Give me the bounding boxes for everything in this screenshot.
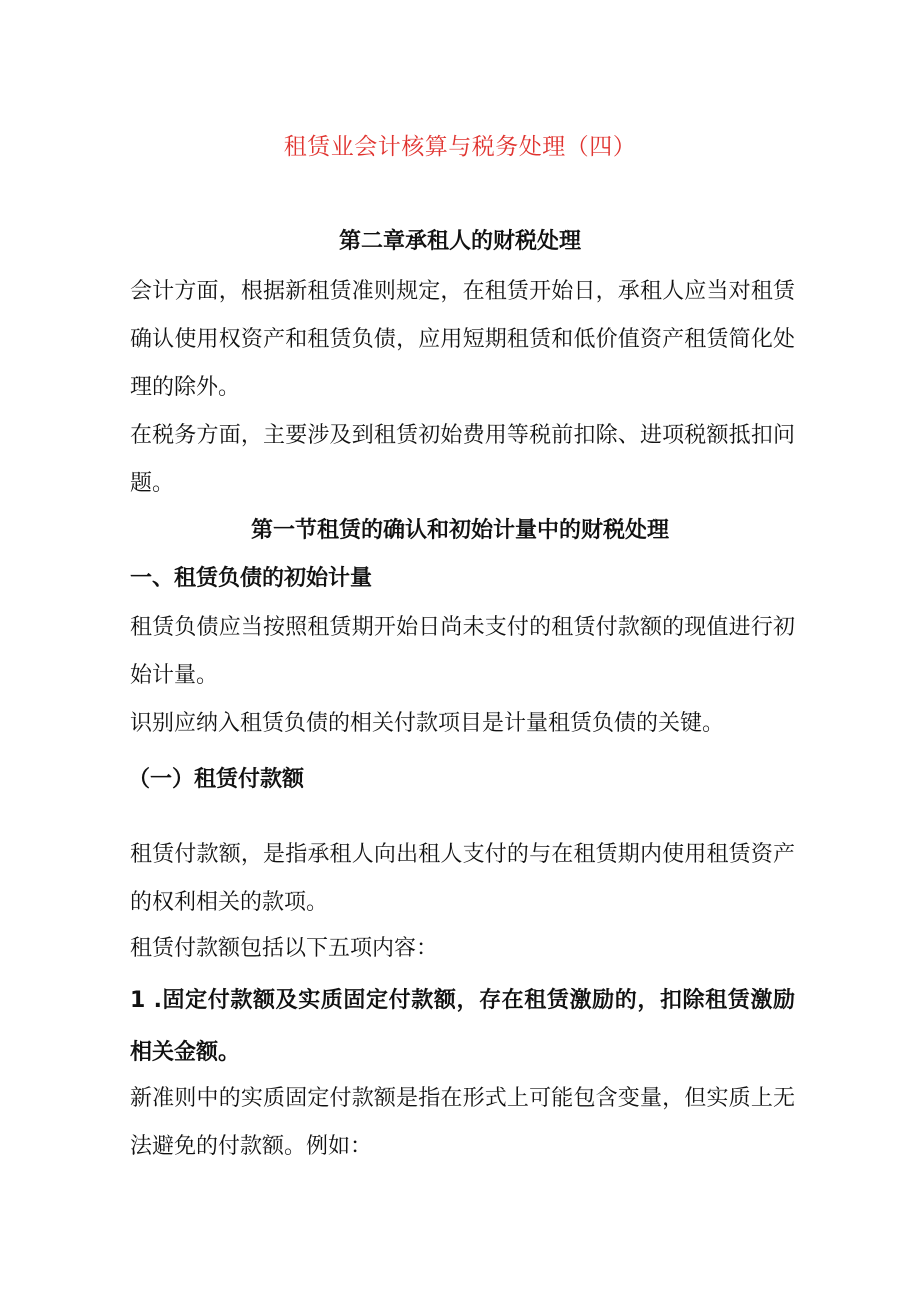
subsection-heading: 一、租赁负债的初始计量 bbox=[130, 566, 373, 591]
paragraph-fixed-payments: 1 .固定付款额及实质固定付款额，存在租赁激励的，扣除租赁激励相关金额。 bbox=[130, 988, 795, 1065]
chapter-heading: 第二章承租人的财税处理 bbox=[338, 229, 581, 254]
paragraph-key-identification: 识别应纳入租赁负债的相关付款项目是计量租赁负债的关键。 bbox=[130, 711, 725, 736]
paragraph-tax: 在税务方面，主要涉及到租赁初始费用等税前扣除、进项税额抵扣问题。 bbox=[130, 423, 795, 496]
paragraph-five-items: 租赁付款额包括以下五项内容： bbox=[130, 936, 439, 961]
document-title: 租赁业会计核算与税务处理（四） bbox=[283, 134, 637, 160]
paragraph-accounting: 会计方面，根据新租赁准则规定，在租赁开始日，承租人应当对租赁确认使用权资产和租赁负债，应用短期租赁和低价值资产租赁简化处理的除外。 bbox=[130, 279, 795, 400]
paragraph-substantive-fixed: 新准则中的实质固定付款额是指在形式上可能包含变量，但实质上无法避免的付款额。例如： bbox=[130, 1086, 795, 1159]
paragraph-lease-payment-definition: 租赁付款额，是指承租人向出租人支付的与在租赁期内使用租赁资产的权利相关的款项。 bbox=[130, 842, 795, 915]
paragraph-initial-measurement: 租赁负债应当按照租赁期开始日尚未支付的租赁付款额的现值进行初始计量。 bbox=[130, 615, 795, 688]
section-heading: 第一节租赁的确认和初始计量中的财税处理 bbox=[250, 518, 669, 543]
item-heading: （一）租赁付款额 bbox=[128, 767, 305, 792]
